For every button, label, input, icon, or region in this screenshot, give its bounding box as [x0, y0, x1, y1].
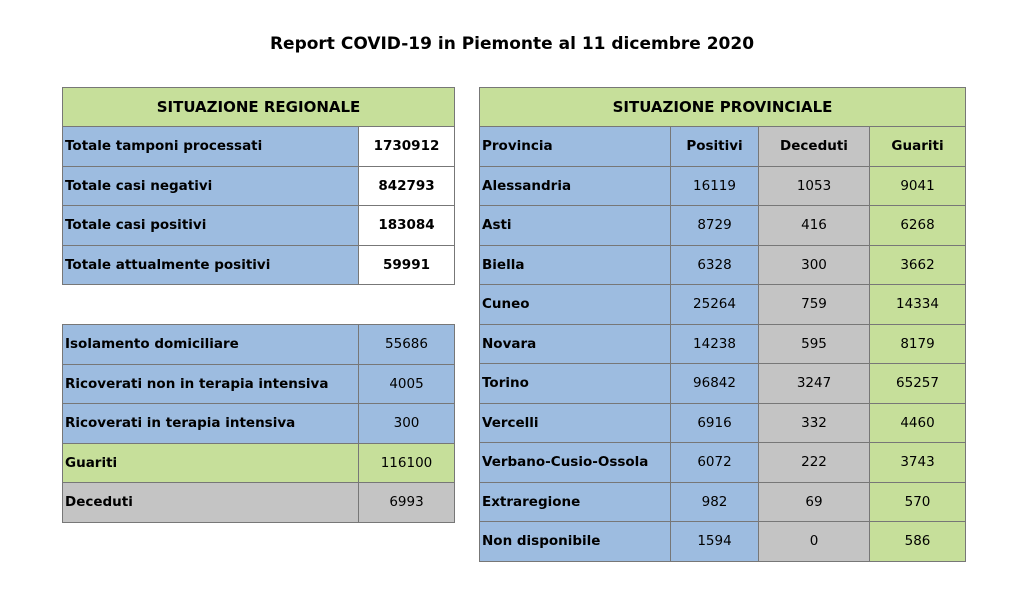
positivi-value: 14238 — [671, 324, 759, 364]
table-row — [63, 325, 455, 365]
table-row — [63, 127, 455, 167]
column-header-row — [480, 127, 966, 167]
deceduti-value: 595 — [759, 324, 870, 364]
row-value: 4005 — [359, 364, 455, 404]
province-name: Cuneo — [480, 285, 671, 325]
row-label: Isolamento domiciliare — [63, 325, 359, 365]
guariti-value: 65257 — [870, 364, 966, 404]
table-row — [480, 443, 966, 483]
province-name: Novara — [480, 324, 671, 364]
guariti-value: 586 — [870, 522, 966, 562]
row-value: 55686 — [359, 325, 455, 365]
guariti-value: 14334 — [870, 285, 966, 325]
deceduti-value: 300 — [759, 245, 870, 285]
guariti-value: 8179 — [870, 324, 966, 364]
positivi-value: 6916 — [671, 403, 759, 443]
deceduti-value: 3247 — [759, 364, 870, 404]
table-row — [63, 166, 455, 206]
guariti-value: 9041 — [870, 166, 966, 206]
positivi-value: 982 — [671, 482, 759, 522]
province-name: Torino — [480, 364, 671, 404]
deceduti-value: 759 — [759, 285, 870, 325]
regional-header: SITUAZIONE REGIONALE — [63, 88, 455, 127]
regional-situation-table — [62, 87, 455, 285]
row-value: 6993 — [359, 483, 455, 523]
column-header-positivi: Positivi — [671, 127, 759, 167]
table-row — [480, 285, 966, 325]
province-name: Vercelli — [480, 403, 671, 443]
row-value: 300 — [359, 404, 455, 444]
province-name: Non disponibile — [480, 522, 671, 562]
regional-breakdown-table — [62, 324, 455, 523]
province-name: Biella — [480, 245, 671, 285]
deceduti-value: 69 — [759, 482, 870, 522]
row-label: Totale tamponi processati — [63, 127, 359, 167]
deceduti-value: 0 — [759, 522, 870, 562]
row-value: 59991 — [359, 245, 455, 285]
table-row — [63, 364, 455, 404]
province-name: Asti — [480, 206, 671, 246]
table-row — [480, 245, 966, 285]
guariti-value: 3743 — [870, 443, 966, 483]
deceduti-value: 1053 — [759, 166, 870, 206]
positivi-value: 1594 — [671, 522, 759, 562]
guariti-value: 4460 — [870, 403, 966, 443]
row-label: Totale attualmente positivi — [63, 245, 359, 285]
row-value: 1730912 — [359, 127, 455, 167]
province-name: Verbano-Cusio-Ossola — [480, 443, 671, 483]
table-row — [63, 483, 455, 523]
row-value: 842793 — [359, 166, 455, 206]
report-title: Report COVID-19 in Piemonte al 11 dicembre 2020 — [269, 34, 755, 54]
row-value: 183084 — [359, 206, 455, 246]
row-label: Totale casi positivi — [63, 206, 359, 246]
table-row — [480, 364, 966, 404]
table-row — [63, 404, 455, 444]
row-value: 116100 — [359, 443, 455, 483]
table-row — [480, 166, 966, 206]
table-row — [63, 206, 455, 246]
row-label: Totale casi negativi — [63, 166, 359, 206]
column-header-guariti: Guariti — [870, 127, 966, 167]
province-name: Extraregione — [480, 482, 671, 522]
row-label: Deceduti — [63, 483, 359, 523]
positivi-value: 16119 — [671, 166, 759, 206]
deceduti-value: 222 — [759, 443, 870, 483]
table-row — [480, 522, 966, 562]
deceduti-value: 332 — [759, 403, 870, 443]
guariti-value: 3662 — [870, 245, 966, 285]
table-row — [480, 206, 966, 246]
positivi-value: 8729 — [671, 206, 759, 246]
provincial-header: SITUAZIONE PROVINCIALE — [480, 88, 966, 127]
column-header-provincia: Provincia — [480, 127, 671, 167]
table-row — [480, 403, 966, 443]
table-row — [63, 443, 455, 483]
guariti-value: 570 — [870, 482, 966, 522]
positivi-value: 6328 — [671, 245, 759, 285]
row-label: Ricoverati in terapia intensiva — [63, 404, 359, 444]
positivi-value: 25264 — [671, 285, 759, 325]
guariti-value: 6268 — [870, 206, 966, 246]
table-row — [480, 324, 966, 364]
positivi-value: 6072 — [671, 443, 759, 483]
province-name: Alessandria — [480, 166, 671, 206]
row-label: Ricoverati non in terapia intensiva — [63, 364, 359, 404]
provincial-situation-table — [479, 87, 966, 562]
column-header-deceduti: Deceduti — [759, 127, 870, 167]
row-label: Guariti — [63, 443, 359, 483]
table-row — [480, 482, 966, 522]
positivi-value: 96842 — [671, 364, 759, 404]
table-row — [63, 245, 455, 285]
deceduti-value: 416 — [759, 206, 870, 246]
